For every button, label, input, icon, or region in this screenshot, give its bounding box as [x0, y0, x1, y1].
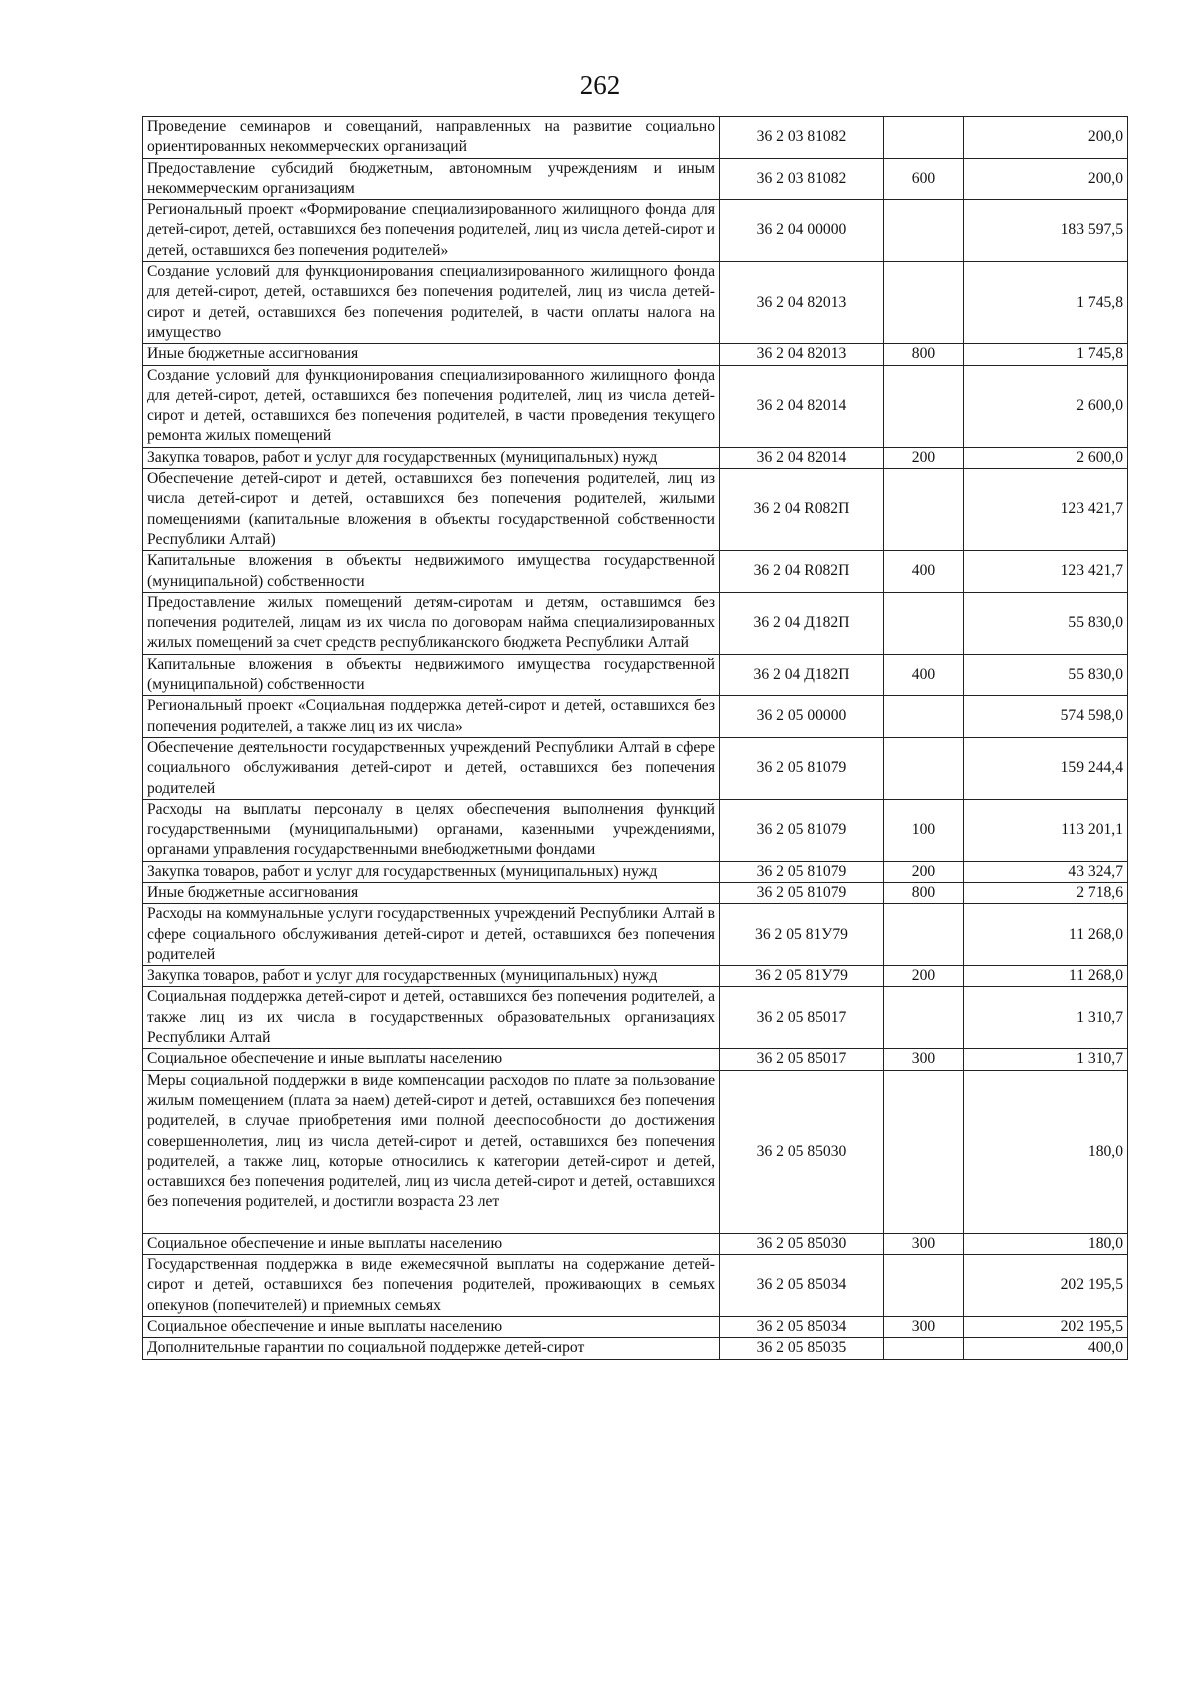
table-row [143, 904, 1128, 966]
table-row [143, 1338, 1128, 1359]
row-name-cell: Социальное обеспечение и иные выплаты населению [143, 1316, 720, 1337]
row-code-cell: 36 2 05 81079 [720, 799, 884, 861]
row-amount-cell: 113 201,1 [964, 799, 1128, 861]
row-type-cell [884, 200, 964, 262]
row-amount-cell: 574 598,0 [964, 696, 1128, 738]
row-amount-cell: 1 310,7 [964, 1049, 1128, 1070]
row-name-cell: Проведение семинаров и совещаний, направленных на развитие социально ориентированных некоммерческих организаций [143, 117, 720, 159]
row-code-cell: 36 2 03 81082 [720, 158, 884, 200]
row-amount-cell: 2 718,6 [964, 882, 1128, 903]
table-row [143, 1233, 1128, 1254]
row-name-cell: Капитальные вложения в объекты недвижимого имущества государственной (муниципальной) собственности [143, 551, 720, 593]
table-row [143, 592, 1128, 654]
row-name-cell: Расходы на выплаты персоналу в целях обеспечения выполнения функций государственными (муниципальными) органами, казенными учреждениями, органами управления государственными внебюджетными фондами [143, 799, 720, 861]
table-row [143, 1316, 1128, 1337]
table-row [143, 882, 1128, 903]
row-name-cell: Социальная поддержка детей-сирот и детей, оставшихся без попечения родителей, а также лиц из их числа в государственных образовательных организациях Республики Алтай [143, 987, 720, 1049]
row-amount-cell: 11 268,0 [964, 966, 1128, 987]
table-row [143, 654, 1128, 696]
row-code-cell: 36 2 05 81079 [720, 882, 884, 903]
row-type-cell: 800 [884, 344, 964, 365]
row-code-cell: 36 2 05 85030 [720, 1070, 884, 1233]
row-amount-cell: 123 421,7 [964, 469, 1128, 551]
row-type-cell [884, 469, 964, 551]
row-name-cell: Капитальные вложения в объекты недвижимого имущества государственной (муниципальной) собственности [143, 654, 720, 696]
table-row [143, 987, 1128, 1049]
table-row [143, 447, 1128, 468]
row-type-cell: 800 [884, 882, 964, 903]
row-name-cell: Социальное обеспечение и иные выплаты населению [143, 1049, 720, 1070]
row-name-cell: Предоставление субсидий бюджетным, автономным учреждениям и иным некоммерческим организациям [143, 158, 720, 200]
row-amount-cell: 1 745,8 [964, 262, 1128, 344]
table-row [143, 696, 1128, 738]
row-type-cell: 300 [884, 1316, 964, 1337]
row-code-cell: 36 2 03 81082 [720, 117, 884, 159]
row-amount-cell: 11 268,0 [964, 904, 1128, 966]
row-code-cell: 36 2 05 81У79 [720, 904, 884, 966]
table-row [143, 262, 1128, 344]
row-amount-cell: 123 421,7 [964, 551, 1128, 593]
row-amount-cell: 43 324,7 [964, 861, 1128, 882]
row-type-cell [884, 1338, 964, 1359]
row-code-cell: 36 2 04 82013 [720, 344, 884, 365]
table-row [143, 799, 1128, 861]
row-code-cell: 36 2 04 82014 [720, 365, 884, 447]
row-type-cell [884, 987, 964, 1049]
table-row [143, 551, 1128, 593]
row-amount-cell: 1 310,7 [964, 987, 1128, 1049]
row-type-cell [884, 262, 964, 344]
row-name-cell: Закупка товаров, работ и услуг для государственных (муниципальных) нужд [143, 447, 720, 468]
row-name-cell: Социальное обеспечение и иные выплаты населению [143, 1233, 720, 1254]
row-name-cell: Создание условий для функционирования специализированного жилищного фонда для детей-сирот, детей, оставшихся без попечения родителей, лиц из числа детей-сирот и детей, оставшихся без попечения родителей, в части проведения текущего ремонта жилых помещений [143, 365, 720, 447]
row-code-cell: 36 2 04 82013 [720, 262, 884, 344]
table-row [143, 344, 1128, 365]
row-code-cell: 36 2 04 82014 [720, 447, 884, 468]
row-code-cell: 36 2 05 85030 [720, 1233, 884, 1254]
row-name-cell: Предоставление жилых помещений детям-сиротам и детям, оставшимся без попечения родителей, лицам из их числа по договорам найма специализированных жилых помещений за счет средств республиканского бюджета Республики Алтай [143, 592, 720, 654]
row-name-cell: Региональный проект «Социальная поддержка детей-сирот и детей, оставшихся без попечения родителей, а также лиц из их числа» [143, 696, 720, 738]
row-code-cell: 36 2 05 85017 [720, 1049, 884, 1070]
row-type-cell: 200 [884, 861, 964, 882]
row-amount-cell: 55 830,0 [964, 592, 1128, 654]
row-code-cell: 36 2 05 85017 [720, 987, 884, 1049]
row-type-cell [884, 696, 964, 738]
row-amount-cell: 1 745,8 [964, 344, 1128, 365]
table-row [143, 200, 1128, 262]
row-amount-cell: 180,0 [964, 1233, 1128, 1254]
row-code-cell: 36 2 04 R082П [720, 469, 884, 551]
table-row [143, 737, 1128, 799]
row-amount-cell: 55 830,0 [964, 654, 1128, 696]
table-row [143, 1070, 1128, 1233]
table-row [143, 966, 1128, 987]
row-amount-cell: 202 195,5 [964, 1316, 1128, 1337]
budget-table-body [143, 117, 1128, 1360]
row-type-cell [884, 1255, 964, 1317]
table-row [143, 469, 1128, 551]
row-type-cell: 400 [884, 654, 964, 696]
row-name-cell: Обеспечение детей-сирот и детей, оставшихся без попечения родителей, лиц из числа детей-сирот и детей, оставшихся без попечения родителей, жилыми помещениями (капитальные вложения в объекты государственной собственности Республики Алтай) [143, 469, 720, 551]
row-name-cell: Обеспечение деятельности государственных учреждений Республики Алтай в сфере социального обслуживания детей-сирот и детей, оставшихся без попечения родителей [143, 737, 720, 799]
row-code-cell: 36 2 05 85035 [720, 1338, 884, 1359]
row-name-cell: Государственная поддержка в виде ежемесячной выплаты на содержание детей-сирот и детей, оставшихся без попечения родителей, проживающих в семьях опекунов (попечителей) и приемных семьях [143, 1255, 720, 1317]
row-code-cell: 36 2 04 Д182П [720, 654, 884, 696]
row-amount-cell: 180,0 [964, 1070, 1128, 1233]
row-type-cell [884, 737, 964, 799]
row-type-cell [884, 365, 964, 447]
row-type-cell: 300 [884, 1049, 964, 1070]
row-amount-cell: 200,0 [964, 117, 1128, 159]
row-code-cell: 36 2 04 R082П [720, 551, 884, 593]
row-type-cell: 600 [884, 158, 964, 200]
row-amount-cell: 2 600,0 [964, 447, 1128, 468]
table-row [143, 1255, 1128, 1317]
row-type-cell [884, 117, 964, 159]
row-amount-cell: 183 597,5 [964, 200, 1128, 262]
table-row [143, 861, 1128, 882]
row-type-cell: 200 [884, 447, 964, 468]
row-name-cell: Иные бюджетные ассигнования [143, 882, 720, 903]
row-type-cell: 400 [884, 551, 964, 593]
row-name-cell: Закупка товаров, работ и услуг для государственных (муниципальных) нужд [143, 966, 720, 987]
table-row [143, 1049, 1128, 1070]
table-row [143, 158, 1128, 200]
row-code-cell: 36 2 05 85034 [720, 1255, 884, 1317]
row-name-cell: Региональный проект «Формирование специализированного жилищного фонда для детей-сирот, детей, оставшихся без попечения родителей, лиц из числа детей-сирот и детей, оставшихся без попечения родителей» [143, 200, 720, 262]
row-amount-cell: 400,0 [964, 1338, 1128, 1359]
row-code-cell: 36 2 04 00000 [720, 200, 884, 262]
row-code-cell: 36 2 04 Д182П [720, 592, 884, 654]
row-name-cell: Дополнительные гарантии по социальной поддержке детей-сирот [143, 1338, 720, 1359]
row-amount-cell: 2 600,0 [964, 365, 1128, 447]
table-row [143, 117, 1128, 159]
table-row [143, 365, 1128, 447]
row-name-cell: Закупка товаров, работ и услуг для государственных (муниципальных) нужд [143, 861, 720, 882]
row-code-cell: 36 2 05 81079 [720, 861, 884, 882]
row-type-cell: 200 [884, 966, 964, 987]
row-amount-cell: 202 195,5 [964, 1255, 1128, 1317]
row-name-cell: Создание условий для функционирования специализированного жилищного фонда для детей-сирот, детей, оставшихся без попечения родителей, лиц из числа детей-сирот и детей, оставшихся без попечения родителей, в части оплаты налога на имущество [143, 262, 720, 344]
row-type-cell [884, 904, 964, 966]
row-code-cell: 36 2 05 81079 [720, 737, 884, 799]
row-type-cell: 100 [884, 799, 964, 861]
row-name-cell: Меры социальной поддержки в виде компенсации расходов по плате за пользование жилым помещением (плата за наем) детей-сирот и детей, оставшихся без попечения родителей, в случае приобретения ими полной дееспособности до достижения совершеннолетия, лиц из числа детей-сирот и детей, оставшихся без попечения родителей, а также лиц, которые относились к категории детей-сирот и детей, оставшихся без попечения родителей, лиц из числа детей-сирот и детей, оставшихся без попечения родителей, и достигли возраста 23 лет [143, 1070, 720, 1233]
row-amount-cell: 159 244,4 [964, 737, 1128, 799]
row-name-cell: Расходы на коммунальные услуги государственных учреждений Республики Алтай в сфере социального обслуживания детей-сирот и детей, оставшихся без попечения родителей [143, 904, 720, 966]
row-code-cell: 36 2 05 81У79 [720, 966, 884, 987]
row-amount-cell: 200,0 [964, 158, 1128, 200]
budget-table [142, 116, 1128, 1360]
row-type-cell [884, 1070, 964, 1233]
row-name-cell: Иные бюджетные ассигнования [143, 344, 720, 365]
row-code-cell: 36 2 05 00000 [720, 696, 884, 738]
page-number: 262 [579, 70, 621, 100]
row-type-cell: 300 [884, 1233, 964, 1254]
row-code-cell: 36 2 05 85034 [720, 1316, 884, 1337]
row-type-cell [884, 592, 964, 654]
